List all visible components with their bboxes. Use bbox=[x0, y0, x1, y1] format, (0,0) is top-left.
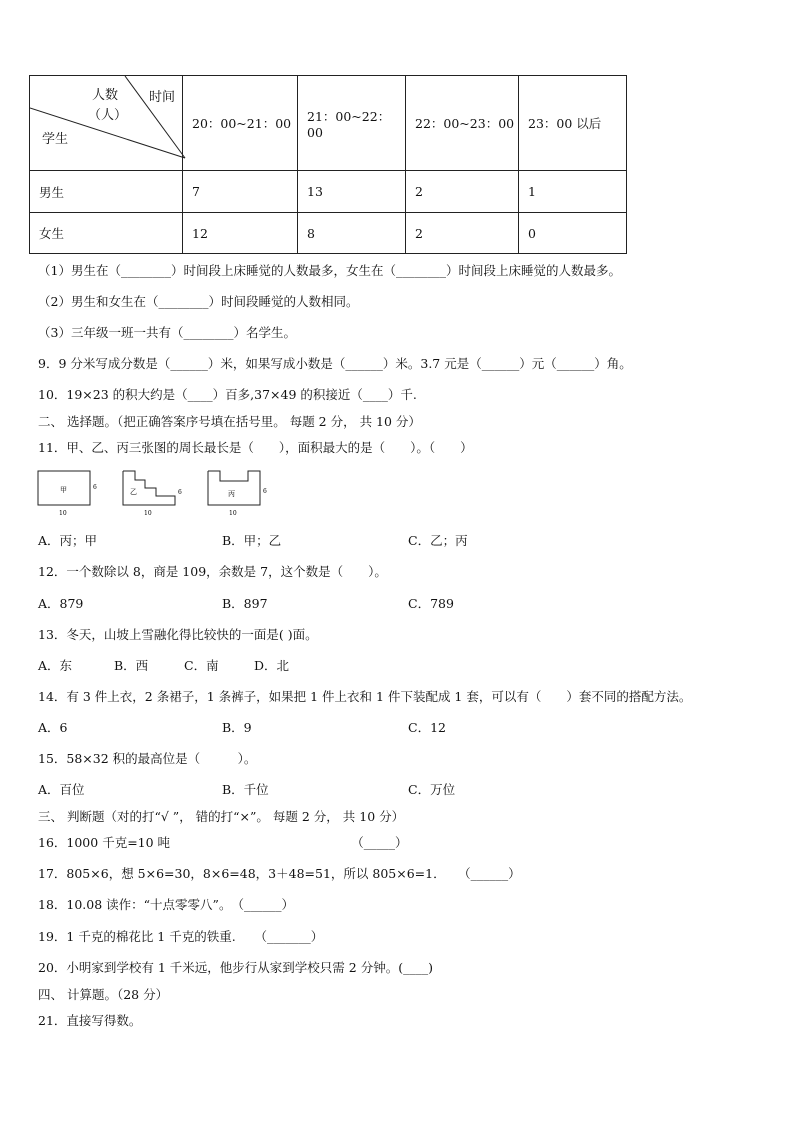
figure-yi-width: 10 bbox=[144, 510, 152, 517]
option-b[interactable]: B．9 bbox=[222, 720, 252, 735]
column-header: 23：00 以后 bbox=[519, 76, 627, 171]
figure-jia-width: 10 bbox=[59, 510, 67, 517]
table-cell: 7 bbox=[183, 171, 298, 213]
section-3-heading: 三、 判断题（对的打“√ ”， 错的打“×”。 每题 2 分， 共 10 分） bbox=[38, 809, 405, 824]
option-b[interactable]: B．西 bbox=[114, 658, 149, 673]
figure-bing bbox=[206, 469, 276, 522]
option-c[interactable]: C．乙；丙 bbox=[408, 533, 468, 548]
question-13-options bbox=[38, 658, 289, 674]
option-a[interactable]: A．879 bbox=[38, 596, 84, 611]
table-cell: 8 bbox=[298, 213, 406, 254]
figure-yi-name: 乙 bbox=[130, 488, 137, 496]
question-21: 21．直接写得数。 bbox=[38, 1013, 142, 1028]
question-11: 11．甲、乙、丙三张图的周长最长是（ ），面积最大的是（ ）。（ ） bbox=[38, 440, 473, 455]
figure-jia-name: 甲 bbox=[60, 486, 67, 494]
question-8-part-3: （3）三年级一班一共有（________）名学生。 bbox=[38, 325, 296, 340]
question-11-options bbox=[38, 533, 468, 549]
table-cell: 2 bbox=[406, 213, 519, 254]
option-a[interactable]: A．6 bbox=[38, 720, 68, 735]
table-row bbox=[30, 213, 627, 254]
option-c[interactable]: C．万位 bbox=[408, 782, 456, 797]
column-header: 21：00~22：00 bbox=[298, 76, 406, 171]
question-20: 20．小明家到学校有 1 千米远，他步行从家到学校只需 2 分钟。(____) bbox=[38, 960, 433, 975]
table-cell: 1 bbox=[519, 171, 627, 213]
option-a[interactable]: A．东 bbox=[38, 658, 73, 673]
option-b[interactable]: B．897 bbox=[222, 596, 268, 611]
option-c[interactable]: C．789 bbox=[408, 596, 454, 611]
table-cell: 13 bbox=[298, 171, 406, 213]
option-b[interactable]: B．千位 bbox=[222, 782, 269, 797]
row-label: 女生 bbox=[30, 213, 183, 254]
table-cell: 0 bbox=[519, 213, 627, 254]
question-15-options bbox=[38, 782, 455, 798]
question-16: 16．1000 千克=10 吨 （_____） bbox=[38, 835, 408, 850]
question-18: 18．10.08 读作：“十点零零八”。 （______） bbox=[38, 897, 294, 912]
student-label: 学生 bbox=[42, 132, 69, 147]
option-a[interactable]: A．丙；甲 bbox=[38, 533, 98, 548]
section-4-heading: 四、 计算题。（28 分） bbox=[38, 987, 169, 1002]
column-header: 22：00~23：00 bbox=[406, 76, 519, 171]
sleep-time-table bbox=[29, 75, 627, 254]
section-2-heading: 二、 选择题。（把正确答案序号填在括号里。 每题 2 分， 共 10 分） bbox=[38, 414, 421, 429]
question-13: 13．冬天，山坡上雪融化得比较快的一面是( )面。 bbox=[38, 627, 318, 642]
table-header-row bbox=[30, 76, 627, 171]
question-19: 19．1 千克的棉花比 1 千克的铁重. （_______） bbox=[38, 929, 324, 944]
question-17: 17．805×6，想 5×6=30，8×6=48，3＋48=51，所以 805×6=1． （______） bbox=[38, 866, 521, 881]
table-cell: 12 bbox=[183, 213, 298, 254]
question-10: 10．19×23 的积大约是（____）百多,37×49 的积接近（____）千. bbox=[38, 387, 417, 402]
table-cell: 2 bbox=[406, 171, 519, 213]
question-12-options bbox=[38, 596, 454, 612]
question-9: 9．9 分米写成分数是（______）米，如果写成小数是（______）米。3.7 元是（______）元（______）角。 bbox=[38, 356, 632, 371]
row-label: 男生 bbox=[30, 171, 183, 213]
figure-bing-name: 丙 bbox=[228, 490, 235, 498]
count-label: 人数 bbox=[92, 88, 119, 103]
question-15: 15．58×32 积的最高位是（ ）。 bbox=[38, 751, 257, 766]
unit-label: （人） bbox=[88, 108, 128, 123]
question-14: 14．有 3 件上衣，2 条裙子，1 条裤子，如果把 1 件上衣和 1 件下装配成 1 套，可以有（ ）套不同的搭配方法。 bbox=[38, 689, 692, 704]
question-12: 12．一个数除以 8，商是 109，余数是 7，这个数是（ ）。 bbox=[38, 564, 387, 579]
figure-yi bbox=[121, 469, 191, 522]
figure-jia bbox=[36, 469, 106, 522]
figure-bing-height: 6 bbox=[263, 488, 267, 495]
column-header: 20：00~21：00 bbox=[183, 76, 298, 171]
question-8-part-2: （2）男生和女生在（________）时间段睡觉的人数相同。 bbox=[38, 294, 359, 309]
option-c[interactable]: C．12 bbox=[408, 720, 446, 735]
option-c[interactable]: C．南 bbox=[184, 658, 219, 673]
figure-jia-height: 6 bbox=[93, 484, 97, 491]
question-8-part-1: （1）男生在（________）时间段上床睡觉的人数最多，女生在（________）时间段上床睡觉的人数最多。 bbox=[38, 263, 621, 278]
table-row bbox=[30, 171, 627, 213]
time-label: 时间 bbox=[149, 90, 176, 105]
question-14-options bbox=[38, 720, 446, 736]
option-a[interactable]: A．百位 bbox=[38, 782, 85, 797]
figure-yi-height: 6 bbox=[178, 489, 182, 496]
option-b[interactable]: B．甲；乙 bbox=[222, 533, 282, 548]
figure-bing-width: 10 bbox=[229, 510, 237, 517]
option-d[interactable]: D．北 bbox=[254, 658, 290, 673]
diagonal-header-cell bbox=[30, 76, 183, 171]
